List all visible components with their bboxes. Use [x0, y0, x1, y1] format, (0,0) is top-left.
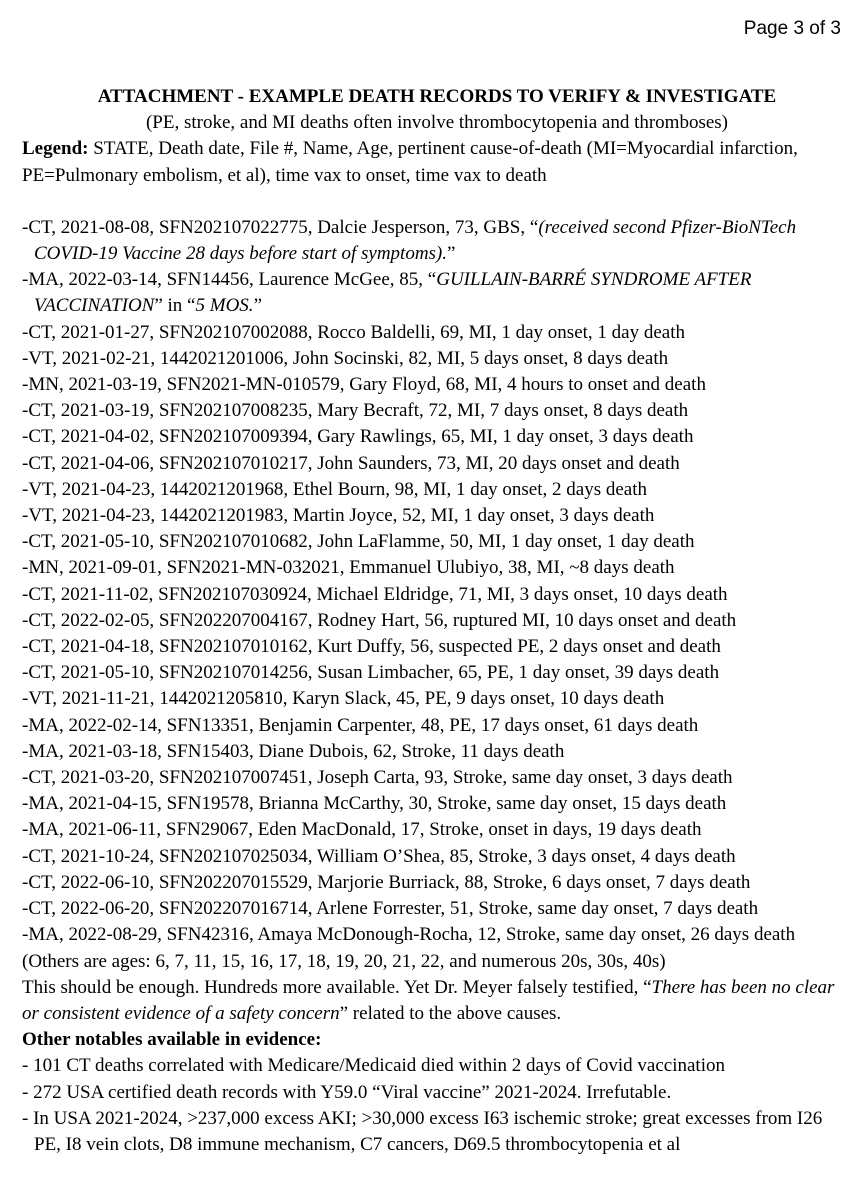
record-entry: -CT, 2021-01-27, SFN202107002088, Rocco Baldelli, 69, MI, 1 day onset, 1 day death	[22, 321, 685, 343]
record-entry: -MN, 2021-03-19, SFN2021-MN-010579, Gary Floyd, 68, MI, 4 hours to onset and death	[22, 374, 706, 396]
spacer	[22, 189, 852, 215]
record-text: ”	[253, 295, 262, 317]
record-entry: -CT, 2021-05-10, SFN202107014256, Susan Limbacher, 65, PE, 1 day onset, 39 days death	[22, 662, 720, 684]
record-quote: GUILLAIN-BARRÉ SYNDROME AFTER VACCINATION	[34, 269, 752, 317]
record-entry: -VT, 2021-04-23, 1442021201968, Ethel Bourn, 98, MI, 1 day onset, 2 days death	[22, 478, 647, 500]
record-entry: -VT, 2021-04-23, 1442021201983, Martin Joyce, 52, MI, 1 day onset, 3 days death	[22, 505, 655, 527]
legend-label: Legend:	[22, 138, 89, 160]
record-entry: -MA, 2021-03-18, SFN15403, Diane Dubois, 62, Stroke, 11 days death	[22, 740, 565, 762]
record-text: -CT, 2021-08-08, SFN202107022775, Dalcie Jesperson, 73, GBS, “	[22, 216, 539, 238]
statement	[22, 975, 852, 1027]
record-entry: -MA, 2021-04-15, SFN19578, Brianna McCarthy, 30, Stroke, same day onset, 15 days death	[22, 793, 727, 815]
others-ages-note: (Others are ages: 6, 7, 11, 15, 16, 17, 18, 19, 20, 21, 22, and numerous 20s, 30s, 40s)	[22, 950, 666, 972]
record-entry: -CT, 2021-03-19, SFN202107008235, Mary Becraft, 72, MI, 7 days onset, 8 days death	[22, 400, 689, 422]
record-entry: -VT, 2021-02-21, 1442021201006, John Socinski, 82, MI, 5 days onset, 8 days death	[22, 347, 669, 369]
statement-quote: There has been no clear or consistent evidence of a safety concern	[22, 976, 835, 1024]
record-entry: -VT, 2021-11-21, 1442021205810, Karyn Slack, 45, PE, 9 days onset, 10 days death	[22, 688, 665, 710]
record-entry: -CT, 2021-05-10, SFN202107010682, John LaFlamme, 50, MI, 1 day onset, 1 day death	[22, 531, 695, 553]
record-quote: (received second Pfizer-BioNTech COVID-19 Vaccine 28 days before start of symptoms).	[34, 216, 797, 265]
page-number: Page 3 of 3	[743, 18, 841, 39]
record-entry: -CT, 2021-04-18, SFN202107010162, Kurt Duffy, 56, suspected PE, 2 days onset and death	[22, 636, 721, 658]
statement-text: ” related to the above causes.	[339, 1002, 562, 1024]
record-quote: 5 MOS.	[195, 295, 254, 317]
record-entry-gbs-ma	[22, 267, 852, 319]
record-entry: -CT, 2021-04-06, SFN202107010217, John Saunders, 73, MI, 20 days onset and death	[22, 452, 680, 474]
record-text: ”	[447, 243, 456, 265]
record-entry: -MA, 2021-06-11, SFN29067, Eden MacDonald, 17, Stroke, onset in days, 19 days death	[22, 819, 702, 841]
record-entry: -CT, 2021-10-24, SFN202107025034, William O’Shea, 85, Stroke, 3 days onset, 4 days death	[22, 845, 736, 867]
notable-item: - 272 USA certified death records with Y59.0 “Viral vaccine” 2021-2024. Irrefutable.	[22, 1081, 672, 1103]
document-title: ATTACHMENT - EXAMPLE DEATH RECORDS TO VERIFY & INVESTIGATE	[97, 86, 777, 107]
document-body	[22, 84, 852, 1158]
record-entry: -MA, 2022-02-14, SFN13351, Benjamin Carpenter, 48, PE, 17 days onset, 61 days death	[22, 714, 699, 736]
record-entry: -CT, 2021-04-02, SFN202107009394, Gary Rawlings, 65, MI, 1 day onset, 3 days death	[22, 426, 694, 448]
record-entry: -MA, 2022-08-29, SFN42316, Amaya McDonough-Rocha, 12, Stroke, same day onset, 26 days death	[22, 924, 796, 946]
document-subtitle: (PE, stroke, and MI deaths often involve thrombocytopenia and thromboses)	[145, 112, 728, 134]
record-entry: -MN, 2021-09-01, SFN2021-MN-032021, Emmanuel Ulubiyo, 38, MI, ~8 days death	[22, 557, 675, 579]
legend-text: STATE, Death date, File #, Name, Age, pertinent cause-of-death (MI=Myocardial infarction, PE=Pulmonary embolism, et al), time vax to onset, time vax to death	[22, 138, 798, 186]
record-entry: -CT, 2022-06-20, SFN202207016714, Arlene Forrester, 51, Stroke, same day onset, 7 days death	[22, 898, 759, 920]
notable-item: - In USA 2021-2024, >237,000 excess AKI; >30,000 excess I63 ischemic stroke; great excesses from I26 PE, I8 vein clots, D8 immune mechanism, C7 cancers, D69.5 thrombocytopenia et al	[22, 1107, 823, 1155]
record-entry-gbs-ct	[22, 215, 852, 267]
record-entry: -CT, 2022-02-05, SFN202207004167, Rodney Hart, 56, ruptured MI, 10 days onset and death	[22, 609, 737, 631]
statement-text: This should be enough. Hundreds more available. Yet Dr. Meyer falsely testified, “	[22, 976, 652, 998]
record-text: ” in “	[154, 295, 196, 317]
record-entry: -CT, 2021-03-20, SFN202107007451, Joseph Carta, 93, Stroke, same day onset, 3 days death	[22, 767, 733, 789]
notables-heading: Other notables available in evidence:	[22, 1029, 322, 1051]
notable-item: - 101 CT deaths correlated with Medicare/Medicaid died within 2 days of Covid vaccination	[22, 1055, 725, 1077]
record-entry: -CT, 2022-06-10, SFN202207015529, Marjorie Burriack, 88, Stroke, 6 days onset, 7 days death	[22, 871, 751, 893]
legend	[22, 136, 852, 188]
record-entry: -CT, 2021-11-02, SFN202107030924, Michael Eldridge, 71, MI, 3 days onset, 10 days death	[22, 583, 728, 605]
record-text: -MA, 2022-03-14, SFN14456, Laurence McGee, 85, “	[22, 269, 437, 291]
